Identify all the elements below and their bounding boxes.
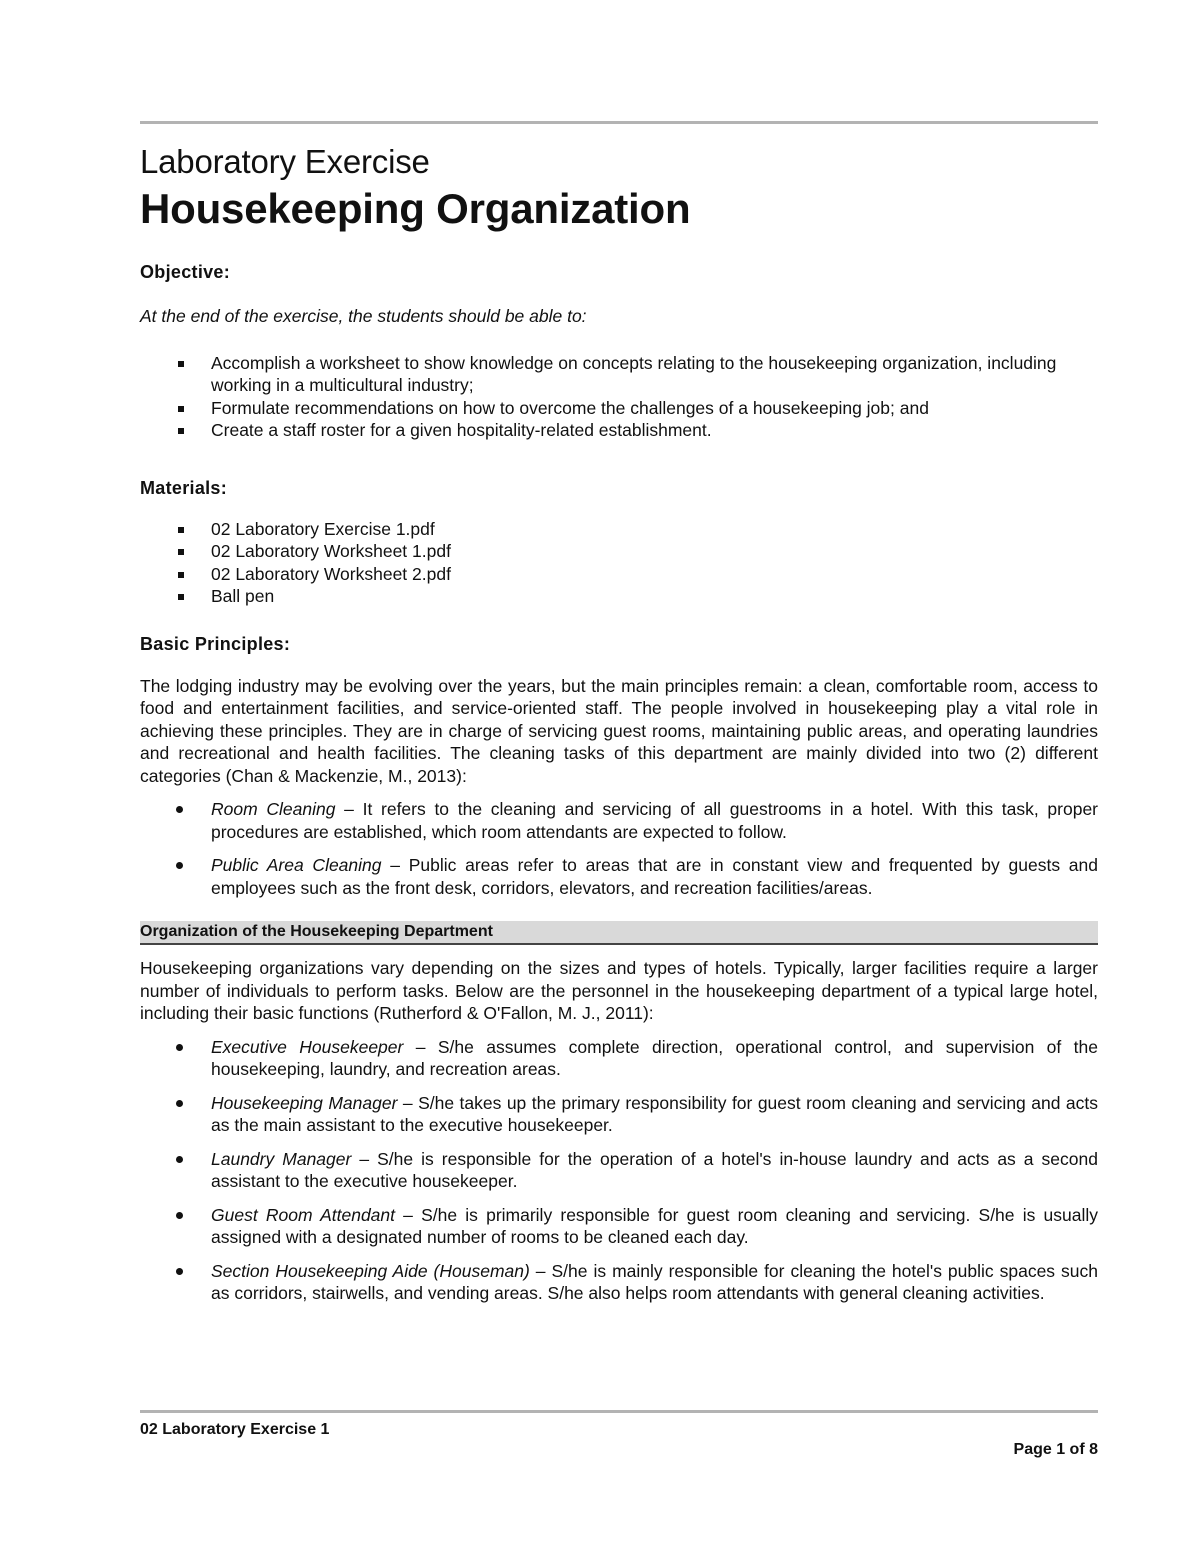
page-content [140,142,1098,1316]
header-rule [140,121,1098,124]
document-subtitle: Laboratory Exercise [140,143,430,180]
list-item: Executive Housekeeper – S/he assumes complete direction, operational control, and supervision of the housekeeping, laundry, and recreation areas. [140,1036,1098,1081]
list-item: Create a staff roster for a given hospitality-related establishment. [140,419,1098,442]
round-bullet-icon [176,1212,183,1219]
objective-intro: At the end of the exercise, the students should be able to: [140,306,587,326]
materials-list [140,518,1098,608]
list-item: Ball pen [140,585,1098,608]
cleaning-categories-list [140,798,1098,899]
objective-list [140,352,1098,442]
footer-page-number: Page 1 of 8 [1013,1441,1098,1458]
round-bullet-icon [176,1156,183,1163]
basic-principles-paragraph: The lodging industry may be evolving over the years, but the main principles remain: a clean, comfortable room, access to food and entertainment facilities, and service-oriented staff. The people involved in housekeeping play a vital role in achieving these principles. They are in charge of servicing guest rooms, maintaining public areas, and operating laundries and recreational and health facilities. The cleaning tasks of this department are mainly divided into two (2) different categories (Chan & Mackenzie, M., 2013): [140,675,1098,786]
list-item: 02 Laboratory Worksheet 2.pdf [140,563,1098,586]
square-bullet-icon [178,361,184,367]
list-item: Public Area Cleaning – Public areas refer to areas that are in constant view and frequented by guests and employees such as the front desk, corridors, elevators, and recreation facilities/areas. [140,854,1098,899]
square-bullet-icon [178,572,184,578]
list-item: Guest Room Attendant – S/he is primarily responsible for guest room cleaning and servicing. S/he is usually assigned with a designated number of rooms to be cleaned each day. [140,1204,1098,1249]
list-item: Room Cleaning – It refers to the cleaning and servicing of all guestrooms in a hotel. With this task, proper procedures are established, which room attendants are expected to follow. [140,798,1098,843]
square-bullet-icon [178,428,184,434]
list-item: Accomplish a worksheet to show knowledge on concepts relating to the housekeeping organization, including working in a multicultural industry; [140,352,1098,397]
list-item: Formulate recommendations on how to overcome the challenges of a housekeeping job; and [140,397,1098,420]
square-bullet-icon [178,527,184,533]
round-bullet-icon [176,1044,183,1051]
footer-document-name: 02 Laboratory Exercise 1 [140,1421,330,1438]
list-item: 02 Laboratory Exercise 1.pdf [140,518,1098,541]
organization-paragraph: Housekeeping organizations vary depending on the sizes and types of hotels. Typically, larger facilities require a larger number of individuals to perform tasks. Below are the personnel in the housekeeping department of a typical large hotel, including their basic functions (Rutherford & O'Fallon, M. J., 2011): [140,958,1098,1023]
square-bullet-icon [178,406,184,412]
basic-principles-heading: Basic Principles: [140,633,291,654]
organization-section-heading: Organization of the Housekeeping Department [140,921,1098,945]
round-bullet-icon [176,1268,183,1275]
round-bullet-icon [176,806,183,813]
document-page [140,0,1100,1553]
personnel-list [140,1036,1098,1305]
materials-heading: Materials: [140,477,228,498]
list-item: 02 Laboratory Worksheet 1.pdf [140,540,1098,563]
list-item: Laundry Manager – S/he is responsible for the operation of a hotel's in-house laundry and acts as a second assistant to the executive housekeeper. [140,1148,1098,1193]
round-bullet-icon [176,862,183,869]
square-bullet-icon [178,594,184,600]
round-bullet-icon [176,1100,183,1107]
list-item: Section Housekeeping Aide (Houseman) – S/he is mainly responsible for cleaning the hotel's public spaces such as corridors, stairwells, and vending areas. S/he also helps room attendants with general cleaning activities. [140,1260,1098,1305]
list-item: Housekeeping Manager – S/he takes up the primary responsibility for guest room cleaning and servicing and acts as the main assistant to the executive housekeeper. [140,1092,1098,1137]
square-bullet-icon [178,549,184,555]
objective-heading: Objective: [140,262,231,282]
footer-rule [140,1410,1098,1413]
document-title: Housekeeping Organization [140,185,691,232]
